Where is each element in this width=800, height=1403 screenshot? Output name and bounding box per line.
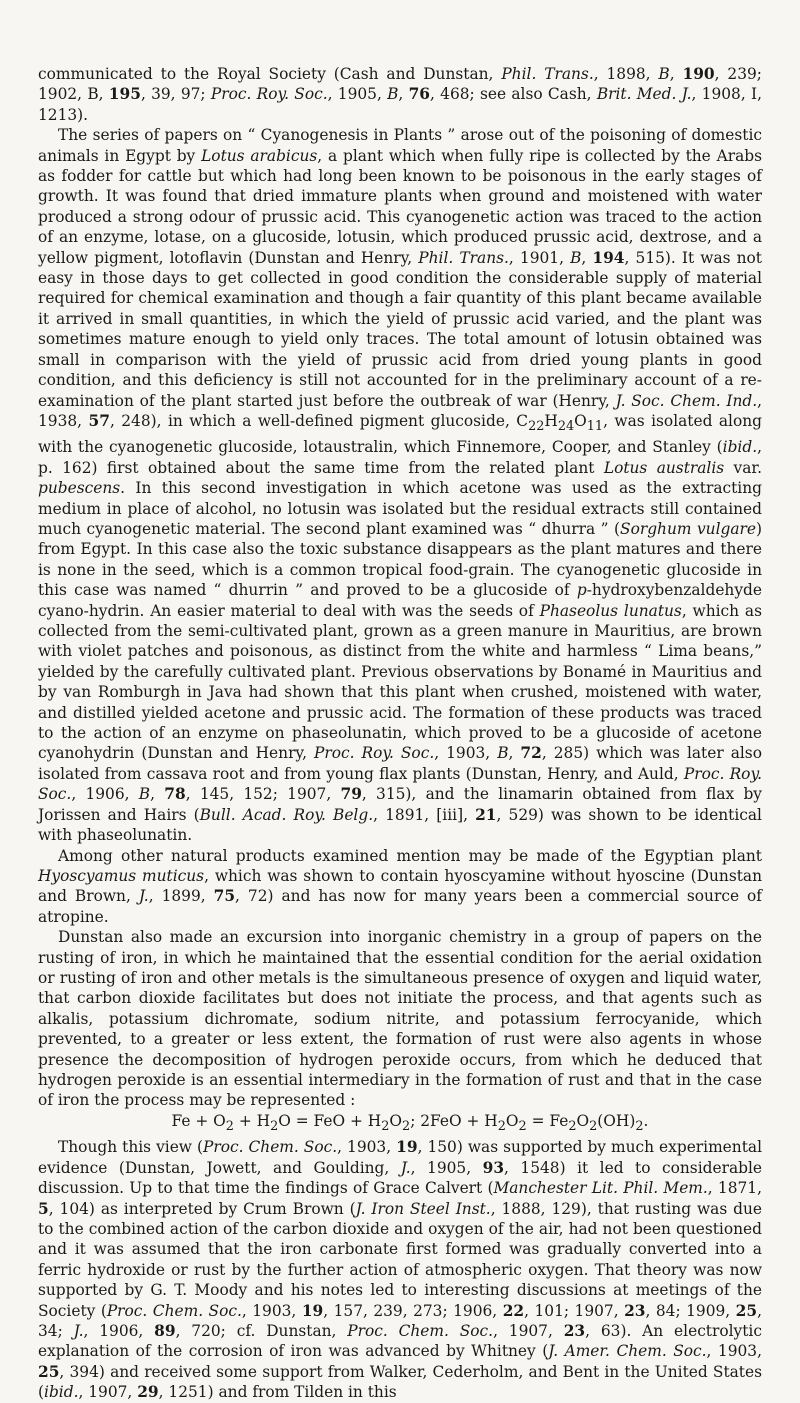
text-run: ,: [150, 785, 165, 804]
text-run: , which was shown to contain hyoscyamine without hyoscine (Dunstan and Brown,: [38, 866, 762, 906]
text-run: Proc. Chem. Soc.: [347, 1321, 494, 1340]
text-run: , 1907,: [78, 1383, 138, 1402]
text-run: O: [505, 1111, 519, 1130]
text-run: , 145, 152; 1907,: [185, 785, 341, 804]
text-run: B: [658, 65, 670, 83]
text-run: , 1938,: [38, 391, 763, 430]
text-run: (OH): [597, 1111, 636, 1130]
text-run: 2: [497, 1118, 506, 1134]
text-run: 2: [402, 1118, 411, 1134]
text-run: , 1903,: [706, 1342, 762, 1361]
text-run: , was isolated along with the cyanogenetic glucoside, lotaustralin, which Finnemore, Cooper, and Stanley (: [38, 411, 763, 457]
text-run: . In this second investigation in which acetone was used as the extracting medium in place of alcohol, no lotusin was isolated but the residual extracts still contained much cyanogenetic material. The second plant examined was “ dhurra ” (: [38, 479, 762, 539]
text-run: 78: [164, 785, 186, 804]
text-run: , 84; 1909,: [645, 1301, 736, 1320]
text-run: 2: [225, 1118, 234, 1134]
text-run: Lotus australis: [603, 458, 725, 477]
text-run: J. Amer. Chem. Soc.: [548, 1342, 707, 1361]
text-run: J.: [400, 1158, 411, 1177]
text-run: 25: [38, 1362, 60, 1381]
text-run: , 285) which was later also isolated from cassava root and from young flax plants (Dunstan, Henry, and Auld,: [38, 744, 762, 783]
text-run: 195: [108, 85, 141, 104]
text-run: , 39, 97;: [140, 85, 211, 104]
text-run: O = FeO + H: [278, 1111, 382, 1130]
rusting-equation: [38, 1111, 762, 1137]
text-run: Proc. Chem. Soc.: [106, 1301, 242, 1320]
text-run: 22: [528, 418, 545, 434]
text-run: ,: [669, 65, 683, 83]
paragraph-discussion: [38, 1137, 762, 1402]
text-run: J.: [138, 887, 149, 906]
text-run: 2: [635, 1118, 644, 1134]
text-run: + H: [233, 1111, 271, 1130]
text-run: , 515). It was not easy in those days to get collected in good condition the considerable supply of material required for chemical examination and though a fair quantity of this plant became available it arrived in small quantities, in which the yield of prussic acid varied, and the plant was sometimes mature enough to yield only traces. The total amount of lotusin obtained was small in comparison with the yield of prussic acid from dried young plants in good condition, and this deficiency is still not accounted for in the preliminary account of a re-examination of the plant started just before the outbreak of war (Henry,: [38, 248, 762, 410]
text-run: , 1908, I, 1213).: [38, 85, 762, 124]
text-run: ; 2FeO + H: [410, 1111, 498, 1130]
text-run: Phil. Trans.: [418, 248, 509, 267]
text-run: , which as collected from the semi-cultivated plant, grown as a green manure in Mauritius, are brown with violet patches and poisonous, as distinct from the white and harmless “ Lima beans,” yielded by the carefully cultivated plant. Previous observations by Bonamé in Mauritius and by van Romburgh in Java had shown that this plant when crushed, moistened with water, and distilled yielded acetone and prussic acid. The formation of these products was traced to the action of an enzyme on phaseolunatin, which proved to be a glucoside of acetone cyanohydrin (Dunstan and Henry,: [38, 601, 762, 763]
text-run: , 529) was shown to be identical with phaseolunatin.: [38, 805, 762, 845]
text-run: 2: [589, 1118, 598, 1134]
text-run: var.: [724, 458, 762, 477]
text-run: Lotus arabicus: [201, 146, 318, 165]
text-run: , 1905,: [327, 85, 388, 104]
text-run: -hydroxybenzaldehyde cyano-hydrin. An easier material to deal with was the seeds of: [38, 581, 762, 620]
text-run: , 1906,: [83, 1321, 155, 1340]
text-run: Fe + O: [171, 1111, 226, 1130]
text-run: , 720; cf. Dunstan,: [175, 1321, 348, 1340]
text-run: 194: [592, 248, 625, 267]
text-run: , 1548) it led to considerable discussion. Up to that time the findings of Grace Calvert (: [38, 1158, 762, 1198]
text-run: , 1907,: [493, 1321, 564, 1340]
text-run: 2: [568, 1118, 577, 1134]
text-run: B: [497, 744, 509, 763]
text-run: Bull. Acad. Roy. Belg.: [199, 805, 374, 824]
text-run: , 1871,: [707, 1179, 762, 1198]
text-run: Proc. Chem. Soc.: [203, 1138, 338, 1157]
text-run: , 72) and has now for many years been a commercial source of atropine.: [38, 887, 762, 926]
text-run: O: [576, 1111, 590, 1130]
text-run: Though this view (: [58, 1138, 203, 1157]
text-run: , 157, 239, 273; 1906,: [323, 1301, 503, 1320]
text-run: 25: [735, 1301, 758, 1320]
text-run: B: [138, 785, 151, 804]
text-run: 19: [396, 1138, 418, 1157]
text-run: , 34;: [38, 1301, 762, 1340]
text-run: , 1251) and from Tilden in this: [158, 1383, 397, 1402]
paragraph-hyoscyamus: [38, 846, 762, 928]
text-run: 21: [475, 805, 497, 824]
text-run: ,: [508, 744, 521, 763]
text-run: ,: [398, 85, 409, 104]
text-run: 23: [624, 1301, 646, 1320]
text-run: Phaseolus lunatus: [539, 601, 682, 620]
text-run: 24: [557, 418, 575, 434]
text-run: , 101; 1907,: [524, 1301, 625, 1320]
text-run: , 63). An electrolytic explanation of the corrosion of iron was advanced by Whitney (: [38, 1321, 762, 1361]
text-run: , 1898,: [593, 65, 659, 83]
text-run: J. Iron Steel Inst.: [355, 1199, 491, 1218]
text-run: Proc. Roy. Soc.: [210, 85, 328, 104]
text-run: 72: [520, 744, 542, 763]
text-run: ) from Egypt. In this case also the toxic substance disappears as the plant matures and there is none in the seed, which is a common tropical food-grain. The cyanogenetic glucoside in this case was named “ dhurrin ” and proved to be a glucoside of: [38, 520, 762, 600]
text-run: 76: [408, 85, 431, 104]
text-run: 2: [270, 1118, 279, 1134]
text-run: ibid.: [44, 1383, 79, 1402]
text-run: , 1906,: [71, 785, 139, 804]
text-run: , 1905,: [410, 1158, 483, 1177]
text-run: 190: [682, 65, 715, 83]
text-run: , 150) was supported by much experimental evidence (Dunstan, Jowett, and Goulding,: [38, 1138, 762, 1177]
text-run: communicated to the Royal Society (Cash and Dunstan,: [38, 65, 502, 83]
text-run: Brit. Med. J.: [596, 85, 692, 104]
text-run: 79: [340, 785, 362, 804]
text-run: 57: [88, 411, 110, 430]
text-run: J.: [73, 1321, 84, 1340]
text-run: 11: [586, 418, 604, 434]
text-run: Among other natural products examined mention may be made of the Egyptian plant: [58, 846, 762, 865]
text-run: 22: [502, 1301, 525, 1320]
text-run: , 394) and received some support from Walker, Cederholm, and Bent in the United States (: [38, 1362, 762, 1402]
text-run: = Fe: [526, 1111, 569, 1130]
text-run: 2: [381, 1118, 390, 1134]
text-run: Proc. Roy. Soc.: [38, 764, 762, 804]
text-run: 23: [563, 1321, 586, 1340]
text-run: B: [387, 85, 399, 104]
text-run: , p. 162) first obtained about the same time from the related plant: [38, 438, 762, 477]
text-run: , 1903,: [434, 744, 498, 763]
text-run: 5: [38, 1199, 49, 1218]
text-run: 2: [518, 1118, 527, 1134]
text-run: 89: [154, 1321, 176, 1340]
paragraph-cyanogenesis: [38, 125, 762, 845]
text-run: 19: [301, 1301, 324, 1320]
text-run: , 1901,: [508, 248, 571, 267]
text-run: , 468; see also Cash,: [430, 85, 597, 104]
text-run: , 104) as interpreted by Crum Brown (: [48, 1199, 356, 1218]
text-run: 29: [137, 1383, 159, 1402]
text-run: , 1899,: [148, 887, 214, 906]
text-run: The series of papers on “ Cyanogenesis in Plants ” arose out of the poisoning of domestic animals in Egypt by: [38, 126, 762, 165]
text-run: , 1888, 129), that rusting was due to the combined action of the carbon dioxide and oxygen of the air, had not been questioned and it was assumed that the iron carbonate first formed was gradually converted into a ferric hydroxide or rust by the further action of atmospheric oxygen. That theory was now supported by G. T. Moody and his notes led to interesting discussions at meetings of the Society (: [38, 1199, 763, 1320]
text-run: p: [576, 581, 587, 600]
text-run: pubescens: [38, 479, 121, 498]
text-run: Dunstan also made an excursion into inorganic chemistry in a group of papers on the rusting of iron, in which he maintained that the essential condition for the aerial oxidation or rusting of iron and other metals is the simultaneous presence of oxygen and liquid water, that carbon dioxide facilitates but does not initiate the process, and that agents such as alkalis, potassium dichromate, sodium nitrite, and potassium ferrocyanide, which prevented, to a greater or less extent, the formation of rust were also agents in whose presence the decomposition of hydrogen peroxide occurs, from which he deduced that hydrogen peroxide is an essential intermediary in the formation of rust and that in the case of iron the process may be represented :: [38, 928, 762, 1110]
text-run: , a plant which when fully ripe is collected by the Arabs as fodder for cattle but which had long been known to be poisonous in the early stages of growth. It was found that dried immature plants when ground and moistened with water produced a strong odour of prussic acid. This cyanogenetic action was traced to the action of an enzyme, lotase, on a glucoside, lotusin, which produced prussic acid, dextrose, and a yellow pigment, lotoflavin (Dunstan and Henry,: [38, 146, 762, 267]
text-run: , 1891, [iii],: [373, 805, 476, 824]
text-run: Proc. Roy. Soc.: [313, 744, 435, 763]
text-run: , 248), in which a well-defined pigment glucoside, C: [109, 411, 529, 430]
text-run: H: [544, 411, 558, 430]
text-run: O: [389, 1111, 403, 1130]
paragraph-rusting: [38, 927, 762, 1111]
text-run: ,: [581, 248, 593, 267]
text-run: Sorghum vulgare: [620, 520, 756, 539]
text-run: 93: [482, 1158, 505, 1177]
text-run: ibid.: [722, 438, 758, 457]
text-run: Phil. Trans.: [501, 65, 594, 83]
text-run: J. Soc. Chem. Ind.: [615, 391, 758, 410]
text-run: B: [570, 248, 582, 267]
text-run: , 1903,: [337, 1138, 397, 1157]
text-run: , 239; 1902, B,: [38, 65, 762, 104]
text-run: , 315), and the linamarin obtained from flax by Jorissen and Hairs (: [38, 785, 762, 824]
text-run: 75: [213, 887, 236, 906]
text-run: , 1903,: [241, 1301, 302, 1320]
text-run: Manchester Lit. Phil. Mem.: [493, 1179, 708, 1198]
text-run: O: [574, 411, 587, 430]
paragraph-continuation: [38, 64, 762, 125]
text-run: .: [643, 1111, 649, 1130]
text-run: Hyoscyamus muticus: [38, 866, 205, 885]
